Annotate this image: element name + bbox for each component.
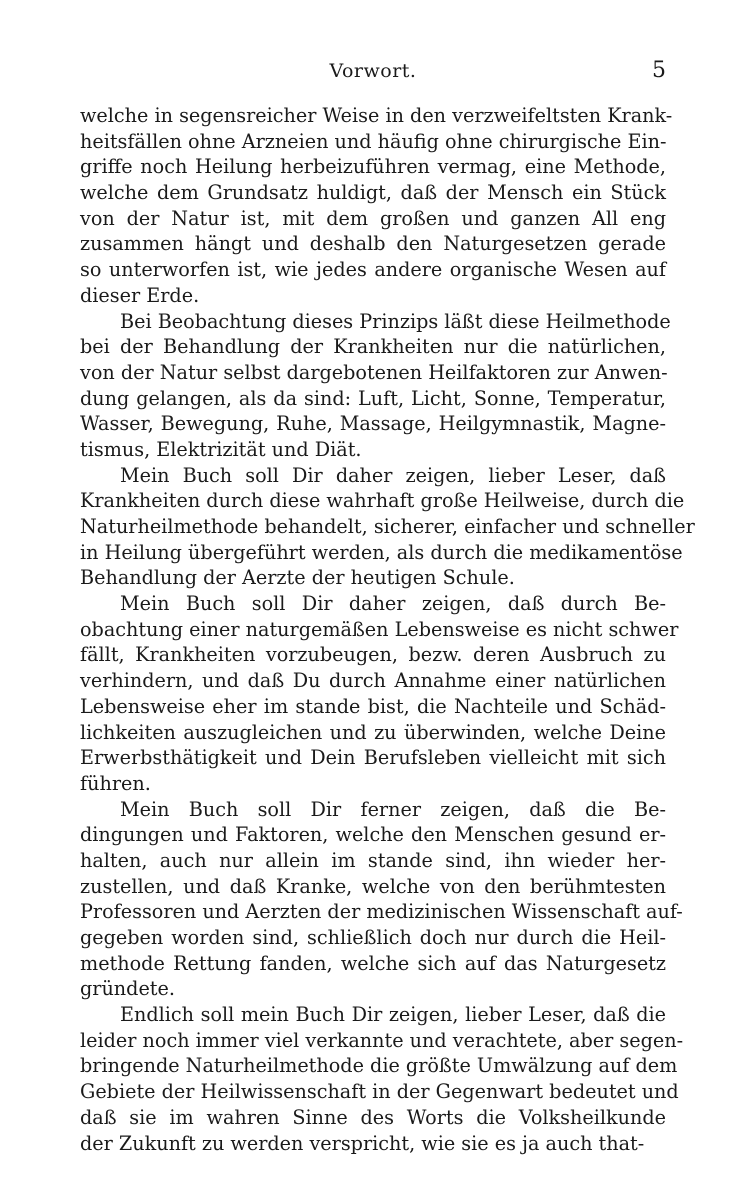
text-line: dieser Erde. — [80, 283, 200, 307]
paragraph — [80, 591, 679, 797]
text-line: leider noch immer viel verkannte und verachtete, aber segen- — [80, 1028, 684, 1052]
text-line: Naturheilmethode behandelt, sicherer, einfacher und schneller — [80, 515, 695, 538]
text-line: halten, auch nur allein im stande sind, ihn wieder her- — [80, 848, 666, 872]
text-line: tismus, Elektrizität und Diät. — [80, 437, 362, 461]
text-line: Gebiete der Heilwissenschaft in der Gegenwart bedeutet und — [80, 1080, 679, 1104]
text-line: bringende Naturheilmethode die größte Umwälzung auf dem — [80, 1054, 678, 1078]
text-line: gegeben worden sind, schließlich doch nur durch die Heil- — [80, 926, 666, 949]
text-line: welche in segensreicher Weise in den verzweifeltsten Krank- — [80, 104, 673, 127]
paragraph — [80, 1002, 684, 1156]
text-line: bei der Behandlung der Krankheiten nur die natürlichen, — [80, 335, 666, 359]
page-number: 5 — [652, 58, 666, 83]
text-line: Wasser, Bewegung, Ruhe, Massage, Heilgymnastik, Magne- — [80, 412, 666, 436]
text-line: zustellen, und daß Kranke, welche von den berühmtesten — [80, 874, 666, 898]
text-line: Bei Beobachtung dieses Prinzips läßt diese Heilmethode — [120, 309, 671, 333]
text-line: dung gelangen, als da sind: Luft, Licht, Sonne, Temperatur, — [80, 386, 666, 410]
text-line: gründete. — [80, 977, 175, 1001]
text-line: Mein Buch soll Dir ferner zeigen, daß die Be- — [120, 797, 666, 821]
text-line: verhindern, und daß Du durch Annahme einer natürlichen — [80, 669, 666, 693]
text-line: in Heilung übergeführt werden, als durch die medikamentöse — [80, 540, 683, 564]
text-line: obachtung einer naturgemäßen Lebensweise es nicht schwer — [80, 617, 679, 641]
text-line: Professoren und Aerzten der medizinischen Wissenschaft auf- — [80, 900, 683, 924]
text-line: lichkeiten auszugleichen und zu überwinden, welche Deine — [80, 720, 666, 744]
text-line: Endlich soll mein Buch Dir zeigen, lieber Leser, daß die — [120, 1003, 666, 1027]
text-line: Mein Buch soll Dir daher zeigen, daß durch Be- — [120, 592, 666, 616]
running-head: Vorwort. — [329, 60, 417, 82]
text-line: zusammen hängt und deshalb den Naturgesetzen gerade — [80, 232, 666, 256]
paragraph — [80, 463, 695, 591]
text-line: dingungen und Faktoren, welche den Menschen gesund er- — [80, 823, 666, 847]
text-line: fällt, Krankheiten vorzubeugen, bezw. deren Ausbruch zu — [80, 643, 666, 667]
paragraph — [80, 103, 673, 309]
page-header — [80, 60, 666, 88]
text-line: griffe noch Heilung herbeizuführen vermag, eine Methode, — [80, 155, 666, 179]
paragraph — [80, 797, 683, 1003]
text-line: methode Rettung fanden, welche sich auf das Naturgesetz — [80, 951, 666, 975]
text-line: so unterworfen ist, wie jedes andere organische Wesen auf — [80, 258, 666, 282]
text-line: von der Natur ist, mit dem großen und ganzen All eng — [80, 206, 666, 230]
text-line: Krankheiten durch diese wahrhaft große Heilweise, durch die — [80, 489, 685, 513]
text-line: der Zukunft zu werden verspricht, wie sie es ja auch that- — [80, 1131, 645, 1155]
text-line: von der Natur selbst dargebotenen Heilfaktoren zur Anwen- — [80, 360, 668, 384]
text-line: Erwerbsthätigkeit und Dein Berufsleben vielleicht mit sich — [80, 746, 666, 770]
text-line: heitsfällen ohne Arzneien und häufig ohne chirurgische Ein- — [80, 129, 667, 153]
paragraph — [80, 309, 671, 463]
text-line: Mein Buch soll Dir daher zeigen, lieber Leser, daß — [120, 463, 666, 487]
text-line: Behandlung der Aerzte der heutigen Schule. — [80, 566, 515, 590]
body-text — [80, 103, 695, 1156]
text-line: Lebensweise eher im stande bist, die Nachteile und Schäd- — [80, 694, 666, 718]
text-line: führen. — [80, 771, 151, 795]
text-line: welche dem Grundsatz huldigt, daß der Mensch ein Stück — [80, 181, 666, 205]
text-line: daß sie im wahren Sinne des Worts die Volksheilkunde — [80, 1105, 666, 1129]
